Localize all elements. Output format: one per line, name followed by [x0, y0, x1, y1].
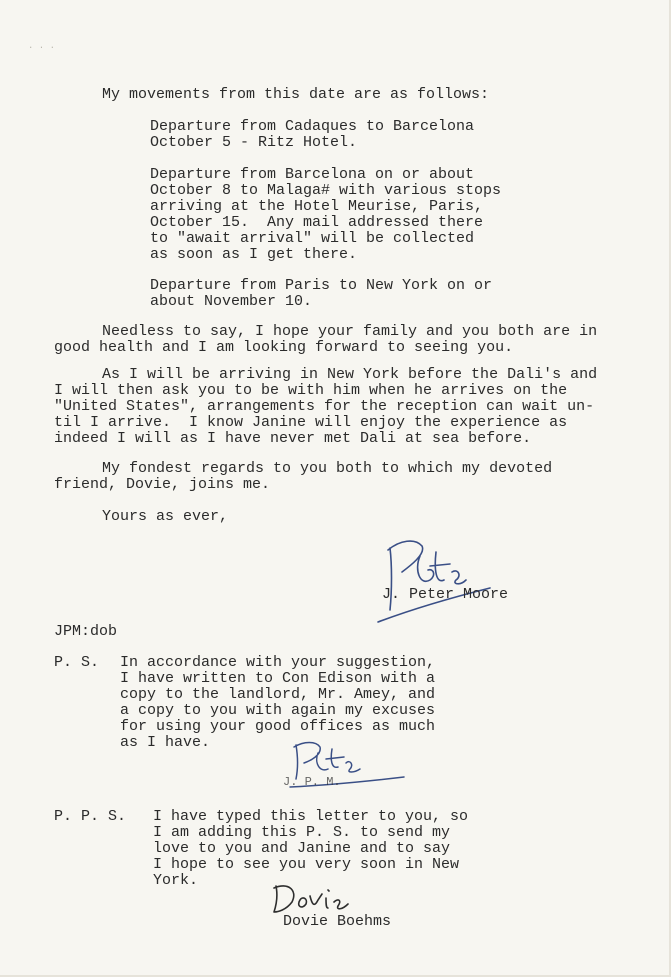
- paragraph-line: Needless to say, I hope your family and you both are in: [102, 323, 598, 340]
- itinerary-line: October 15. Any mail addressed there: [150, 214, 484, 231]
- itinerary-line: Departure from Cadaques to Barcelona: [150, 118, 475, 135]
- paragraph-line: My fondest regards to you both to which my devoted: [102, 460, 553, 477]
- reference-initials: JPM:dob: [54, 623, 118, 640]
- ps-line: In accordance with your suggestion,: [120, 654, 436, 671]
- typed-signature: J. Peter Moore: [382, 586, 509, 603]
- intro-line: My movements from this date are as follows:: [102, 86, 490, 103]
- paragraph-line: indeed I will as I have never met Dali at sea before.: [54, 430, 532, 447]
- paragraph-line: "United States", arrangements for the reception can wait un-: [54, 398, 595, 415]
- ps-line: for using your good offices as much: [120, 718, 436, 735]
- ps-line: I have written to Con Edison with a: [120, 670, 436, 687]
- itinerary-line: arriving at the Hotel Meurise, Paris,: [150, 198, 484, 215]
- itinerary-line: October 8 to Malaga# with various stops: [150, 182, 502, 199]
- pps-line: I have typed this letter to you, so: [153, 808, 469, 825]
- signature-peter: [370, 530, 500, 630]
- ps-initials: J. P. M.: [283, 775, 341, 789]
- itinerary-line: Departure from Paris to New York on or: [150, 277, 493, 294]
- itinerary-line: Departure from Barcelona on or about: [150, 166, 475, 183]
- paragraph-line: til I arrive. I know Janine will enjoy the experience as: [54, 414, 568, 431]
- paragraph-line: As I will be arriving in New York before the Dali's and: [102, 366, 598, 383]
- ps-line: copy to the landlord, Mr. Amey, and: [120, 686, 436, 703]
- itinerary-line: as soon as I get there.: [150, 246, 358, 263]
- paragraph-line: good health and I am looking forward to seeing you.: [54, 339, 514, 356]
- closing: Yours as ever,: [102, 508, 229, 525]
- itinerary-line: October 5 - Ritz Hotel.: [150, 134, 358, 151]
- itinerary-line: about November 10.: [150, 293, 313, 310]
- pps-label: P. P. S.: [54, 808, 127, 825]
- typed-name: Dovie Boehms: [283, 913, 392, 930]
- ps-line: as I have.: [120, 734, 211, 751]
- ps-line: a copy to you with again my excuses: [120, 702, 436, 719]
- pps-line: York.: [153, 872, 199, 889]
- pps-line: I hope to see you very soon in New: [153, 856, 460, 873]
- itinerary-line: to "await arrival" will be collected: [150, 230, 475, 247]
- ps-label: P. S.: [54, 654, 100, 671]
- paper-mark: · · ·: [28, 43, 56, 53]
- paragraph-line: I will then ask you to be with him when he arrives on the: [54, 382, 568, 399]
- pps-line: I am adding this P. S. to send my: [153, 824, 451, 841]
- pps-line: love to you and Janine and to say: [153, 840, 451, 857]
- paragraph-line: friend, Dovie, joins me.: [54, 476, 271, 493]
